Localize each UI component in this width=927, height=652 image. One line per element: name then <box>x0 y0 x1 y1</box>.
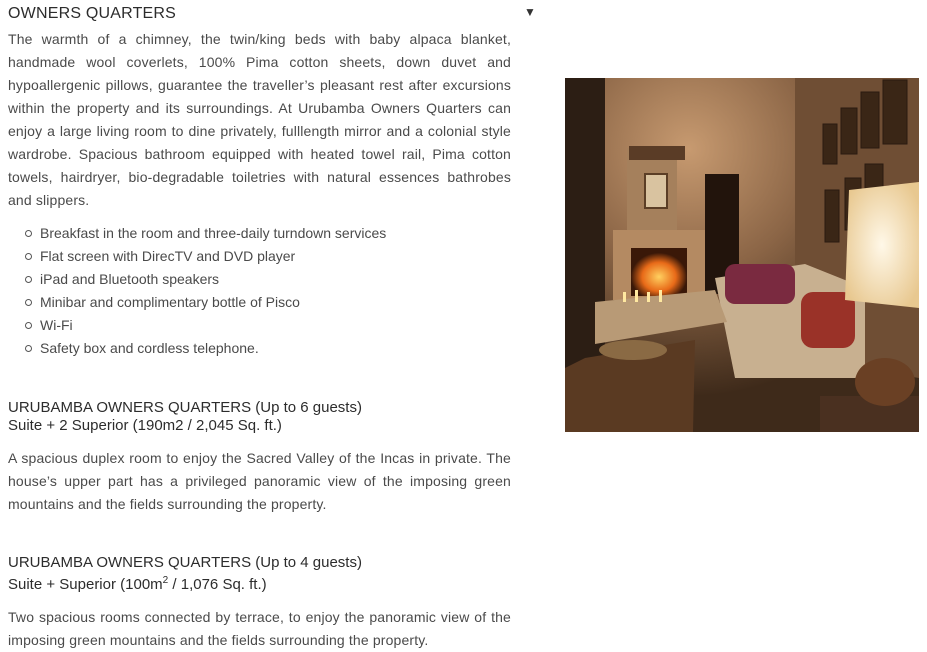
basket-bowl <box>599 340 667 360</box>
superscript-two: 2 <box>162 575 169 586</box>
section-six-guests <box>8 399 511 516</box>
page-title: OWNERS QUARTERS <box>8 5 177 22</box>
section-title: URUBAMBA OWNERS QUARTERS (Up to 6 guests) <box>8 399 362 416</box>
chevron-down-icon[interactable]: ▼ <box>524 5 536 19</box>
list-item: Minibar and complimentary bottle of Pisco <box>40 291 511 314</box>
section-subtitle <box>8 572 511 594</box>
fire-icon <box>631 248 687 296</box>
subtitle-text-end: / 1,076 Sq. ft.) <box>168 576 267 593</box>
chimney-lintel <box>629 146 685 160</box>
section-subtitle: Suite + 2 Superior (190m2 / 2,045 Sq. ft.) <box>8 417 282 434</box>
cushion <box>725 264 795 304</box>
intro-paragraph: The warmth of a chimney, the twin/king beds with baby alpaca blanket, handmade wool coverlets, 100% Pima cotton sheets, down duvet and hypoallergenic pillows, guarantee the traveller’s pleasant rest after excursions within the property and its surroundings. At Urubamba Owners Quarters can enjoy a large living room to dine privately, fulllength mirror and a colonial style wardrobe. Spacious bathroom equipped with heated towel rail, Pima cotton towels, hairdryer, bio-degradable toiletries with natural essences bathrobes and slippers. <box>8 31 511 208</box>
room-description-column <box>8 0 511 652</box>
lamp-base <box>855 358 915 406</box>
amenities-list <box>8 222 511 360</box>
framed-picture <box>645 174 667 208</box>
living-room-with-fireplace-photo <box>565 78 919 432</box>
section-title: URUBAMBA OWNERS QUARTERS (Up to 4 guests) <box>8 554 362 571</box>
list-item: Breakfast in the room and three-daily turndown services <box>40 222 511 245</box>
list-item: Safety box and cordless telephone. <box>40 337 511 360</box>
room-photo-illustration <box>565 78 919 432</box>
section-description: Two spacious rooms connected by terrace, to enjoy the panoramic view of the imposing green mountains and the fields surrounding the property. <box>8 609 511 648</box>
list-item: Wi-Fi <box>40 314 511 337</box>
section-four-guests <box>8 554 511 652</box>
lamp-shade <box>845 182 919 308</box>
list-item: iPad and Bluetooth speakers <box>40 268 511 291</box>
subtitle-text: Suite + Superior (100m <box>8 576 163 593</box>
list-item: Flat screen with DirecTV and DVD player <box>40 245 511 268</box>
section-description: A spacious duplex room to enjoy the Sacred Valley of the Incas in private. The house’s upper part has a privileged panoramic view of the imposing green mountains and the fields surrounding the property. <box>8 450 511 512</box>
cushion-patterned <box>801 292 855 348</box>
